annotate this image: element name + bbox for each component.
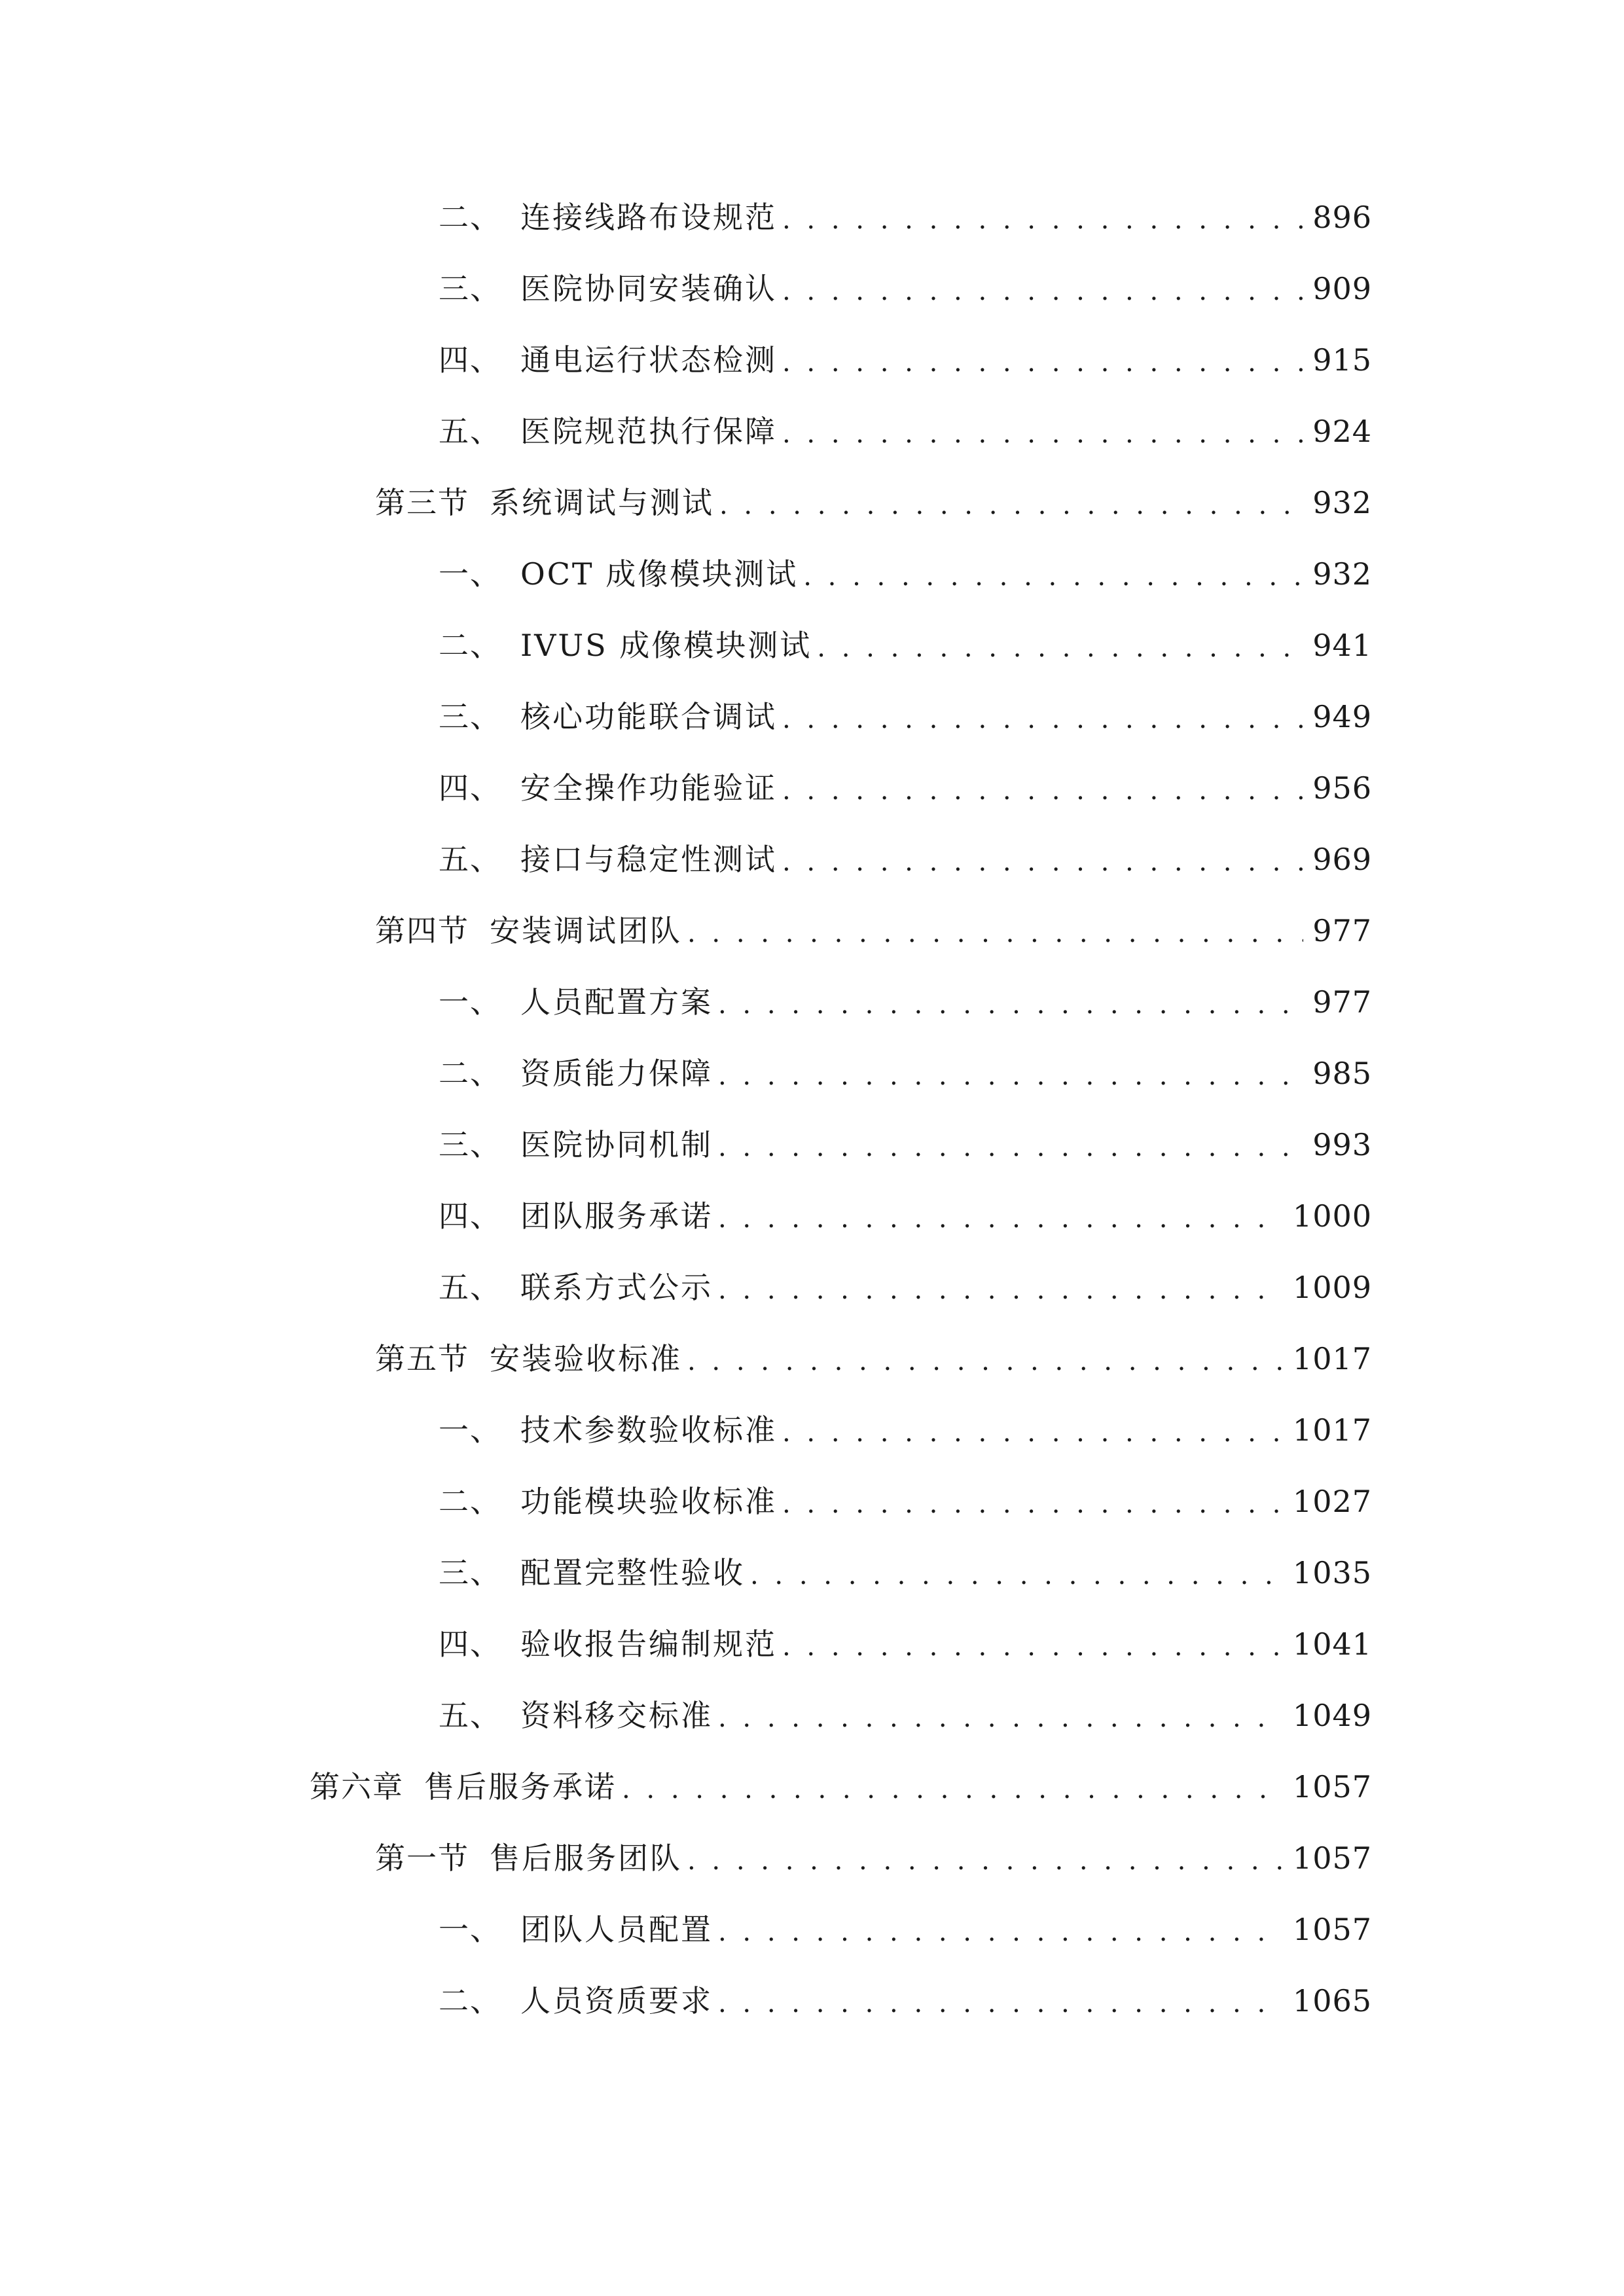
dot-leader [782, 1404, 1284, 1456]
toc-entry-title: 验收报告编制规范 [520, 1626, 777, 1662]
dot-leader [782, 691, 1303, 743]
toc-entry-title: 系统调试与测试 [490, 485, 714, 520]
toc-entry-title: 人员配置方案 [520, 984, 713, 1020]
toc-entry-page: 932 [1312, 556, 1372, 592]
toc-entry-title: 联系方式公示 [520, 1270, 713, 1305]
toc-entry-title: 功能模块验收标准 [520, 1484, 777, 1519]
toc-entry-number: 第四节 [375, 913, 469, 948]
toc-entry[interactable] [310, 1761, 1372, 1813]
toc-entry-number: 二、 [439, 1484, 501, 1519]
toc-entry-title: 医院协同机制 [520, 1127, 713, 1162]
toc-entry-number: 四、 [439, 1198, 501, 1234]
toc-entry-number: 第六章 [310, 1769, 404, 1804]
toc-entry[interactable] [439, 262, 1372, 315]
toc-entry[interactable] [375, 905, 1372, 957]
toc-entry[interactable] [439, 548, 1372, 600]
toc-entry[interactable] [439, 191, 1372, 243]
dot-leader [782, 262, 1303, 315]
toc-entry-title: 配置完整性验收 [520, 1555, 745, 1590]
dot-leader [687, 1333, 1284, 1385]
toc-entry[interactable] [439, 1047, 1372, 1100]
toc-entry-page: 1009 [1292, 1270, 1372, 1305]
toc-entry-title: 安装调试团队 [490, 913, 682, 948]
toc-entry-page: 969 [1312, 842, 1372, 877]
toc-entry[interactable] [439, 1119, 1372, 1171]
toc-entry-number: 五、 [439, 1270, 501, 1305]
toc-entry-number: 四、 [439, 770, 501, 806]
toc-entry-page: 1057 [1292, 1912, 1372, 1947]
toc-entry-page: 1017 [1292, 1341, 1372, 1376]
toc-entry[interactable] [439, 1689, 1372, 1742]
dot-leader [718, 1261, 1284, 1314]
toc-entry-title: 售后服务承诺 [424, 1769, 617, 1804]
toc-entry-title: 接口与稳定性测试 [520, 842, 777, 877]
toc-entry[interactable] [439, 405, 1372, 457]
toc-entry[interactable] [375, 1333, 1372, 1385]
toc-entry[interactable] [439, 1903, 1372, 1956]
toc-entry-number: 三、 [439, 1127, 501, 1162]
toc-entry-page: 941 [1312, 628, 1372, 663]
dot-leader [719, 476, 1303, 529]
toc-entry-title: 资料移交标准 [520, 1698, 713, 1733]
toc-entry-number: 一、 [439, 1412, 501, 1448]
toc-entry-number: 五、 [439, 842, 501, 877]
toc-entry-number: 四、 [439, 1626, 501, 1662]
dot-leader [622, 1761, 1284, 1813]
dot-leader [803, 548, 1303, 600]
toc-entry-page: 1057 [1292, 1769, 1372, 1804]
dot-leader [718, 1689, 1284, 1742]
toc-entry[interactable] [439, 1475, 1372, 1528]
toc-entry[interactable] [439, 691, 1372, 743]
toc-entry-page: 932 [1312, 485, 1372, 520]
toc-entry-page: 977 [1312, 913, 1372, 948]
toc-entry-title: 核心功能联合调试 [520, 699, 777, 734]
toc-entry-number: 一、 [439, 556, 501, 592]
toc-entry-page: 956 [1312, 770, 1372, 806]
toc-entry-number: 三、 [439, 271, 501, 306]
toc-entry-page: 1057 [1292, 1840, 1372, 1876]
dot-leader [782, 1475, 1284, 1528]
toc-entry[interactable] [439, 619, 1372, 672]
toc-entry-number: 第一节 [375, 1840, 469, 1876]
dot-leader [718, 1119, 1303, 1171]
toc-entry-title: 售后服务团队 [490, 1840, 682, 1876]
toc-entry-title: 人员资质要求 [520, 1983, 713, 2018]
toc-entry[interactable] [375, 1832, 1372, 1884]
toc-entry-title: 团队服务承诺 [520, 1198, 713, 1234]
toc-entry-number: 四、 [439, 342, 501, 378]
toc-entry-number: 三、 [439, 699, 501, 734]
dot-leader [718, 1190, 1284, 1242]
toc-entry-title: 安全操作功能验证 [520, 770, 777, 806]
toc-entry-page: 1000 [1292, 1198, 1372, 1234]
toc-entry-title: 安装验收标准 [490, 1341, 682, 1376]
toc-entry[interactable] [439, 1261, 1372, 1314]
toc-entry-page: 1035 [1292, 1555, 1372, 1590]
toc-entry-number: 五、 [439, 1698, 501, 1733]
toc-entry-number: 二、 [439, 1983, 501, 2018]
toc-entry-title: 资质能力保障 [520, 1056, 713, 1091]
dot-leader [817, 619, 1303, 672]
toc-entry[interactable] [439, 833, 1372, 886]
toc-entry-number: 一、 [439, 984, 501, 1020]
dot-leader [782, 191, 1303, 243]
toc-entry[interactable] [439, 334, 1372, 386]
toc-entry-title: OCT 成像模块测试 [520, 556, 799, 592]
toc-entry[interactable] [375, 476, 1372, 529]
toc-entry-title: 通电运行状态检测 [520, 342, 777, 378]
toc-entry-page: 896 [1312, 200, 1372, 235]
dot-leader [750, 1547, 1284, 1599]
toc-entry-title: 团队人员配置 [520, 1912, 713, 1947]
dot-leader [718, 1903, 1284, 1956]
toc-entry-number: 二、 [439, 1056, 501, 1091]
toc-entry-page: 1065 [1292, 1983, 1372, 2018]
toc-entry[interactable] [439, 1975, 1372, 2027]
toc-entry-number: 二、 [439, 200, 501, 235]
toc-entry-number: 三、 [439, 1555, 501, 1590]
toc-entry-number: 第三节 [375, 485, 469, 520]
toc-entry[interactable] [439, 1404, 1372, 1456]
dot-leader [782, 334, 1303, 386]
toc-entry-page: 949 [1312, 699, 1372, 734]
toc-entry-title: 医院规范执行保障 [520, 414, 777, 449]
toc-entry-title: 连接线路布设规范 [520, 200, 777, 235]
toc-entry-page: 924 [1312, 414, 1372, 449]
toc-entry[interactable] [439, 976, 1372, 1028]
toc-entry-title: 技术参数验收标准 [520, 1412, 777, 1448]
dot-leader [782, 762, 1303, 814]
toc-entry[interactable] [439, 1547, 1372, 1599]
toc-entry-page: 993 [1312, 1127, 1372, 1162]
toc-entry-number: 一、 [439, 1912, 501, 1947]
toc-entry[interactable] [439, 1618, 1372, 1670]
toc-entry-page: 1041 [1292, 1626, 1372, 1662]
dot-leader [782, 1618, 1284, 1670]
toc-entry-page: 977 [1312, 984, 1372, 1020]
toc-entry-title: 医院协同安装确认 [520, 271, 777, 306]
toc-entry-page: 1027 [1292, 1484, 1372, 1519]
dot-leader [718, 976, 1303, 1028]
toc-entry-number: 二、 [439, 628, 501, 663]
toc-entry-page: 985 [1312, 1056, 1372, 1091]
toc-entry-page: 1017 [1292, 1412, 1372, 1448]
dot-leader [782, 405, 1303, 457]
dot-leader [782, 833, 1303, 886]
dot-leader [687, 905, 1303, 957]
toc-entry[interactable] [439, 1190, 1372, 1242]
toc-entry-title: IVUS 成像模块测试 [520, 628, 812, 663]
dot-leader [718, 1047, 1303, 1100]
toc-entry[interactable] [439, 762, 1372, 814]
dot-leader [718, 1975, 1284, 2027]
toc-entry-page: 909 [1312, 271, 1372, 306]
toc-entry-page: 1049 [1292, 1698, 1372, 1733]
toc-entry-number: 第五节 [375, 1341, 469, 1376]
toc-entry-number: 五、 [439, 414, 501, 449]
dot-leader [687, 1832, 1284, 1884]
toc-entry-page: 915 [1312, 342, 1372, 378]
